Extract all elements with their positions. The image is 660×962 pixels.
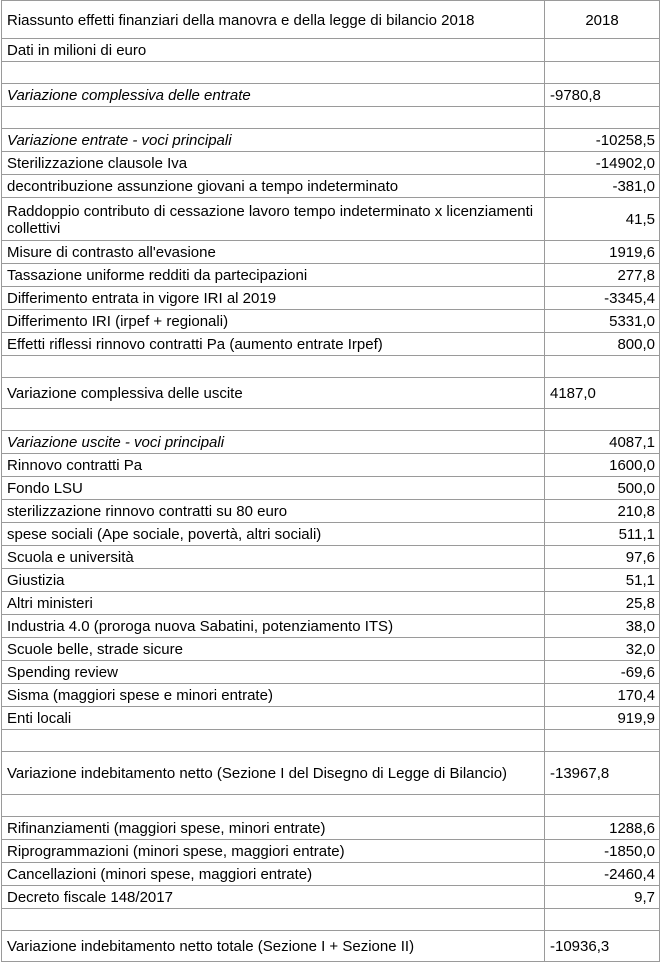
row-value: 210,8 [545, 500, 660, 523]
empty-row [2, 356, 660, 378]
row-value: 1600,0 [545, 454, 660, 477]
row-label: Sterilizzazione clausole Iva [2, 152, 545, 175]
row-label: Giustizia [2, 569, 545, 592]
row-label: Scuole belle, strade sicure [2, 638, 545, 661]
table-row [2, 431, 660, 454]
row-value: 32,0 [545, 638, 660, 661]
table-row [2, 546, 660, 569]
row-label [2, 730, 545, 752]
table-row [2, 500, 660, 523]
empty-row [2, 730, 660, 752]
row-label: Enti locali [2, 707, 545, 730]
table-title: Riassunto effetti finanziari della manovra e della legge di bilancio 2018 [2, 1, 545, 39]
row-label: Rifinanziamenti (maggiori spese, minori entrate) [2, 817, 545, 840]
row-label: Variazione uscite - voci principali [2, 431, 545, 454]
table-row [2, 752, 660, 795]
row-value: -14902,0 [545, 152, 660, 175]
row-label: Variazione indebitamento netto (Sezione I del Disegno di Legge di Bilancio) [2, 752, 545, 795]
table-row [2, 39, 660, 62]
table-row [2, 310, 660, 333]
row-label [2, 356, 545, 378]
table-row [2, 863, 660, 886]
row-value: -2460,4 [545, 863, 660, 886]
table-row [2, 523, 660, 546]
row-label: Dati in milioni di euro [2, 39, 545, 62]
row-value: -10258,5 [545, 129, 660, 152]
row-label: Rinnovo contratti Pa [2, 454, 545, 477]
row-label: Altri ministeri [2, 592, 545, 615]
row-value [545, 909, 660, 931]
table-row [2, 84, 660, 107]
row-label: Fondo LSU [2, 477, 545, 500]
row-label: Raddoppio contributo di cessazione lavoro tempo indeterminato x licenziamenti collettivi [2, 198, 545, 241]
row-label: Variazione complessiva delle entrate [2, 84, 545, 107]
row-label: sterilizzazione rinnovo contratti su 80 euro [2, 500, 545, 523]
table-row [2, 198, 660, 241]
row-label: Industria 4.0 (proroga nuova Sabatini, potenziamento ITS) [2, 615, 545, 638]
row-value: 277,8 [545, 264, 660, 287]
row-value [545, 39, 660, 62]
table-row [2, 333, 660, 356]
table-row [2, 840, 660, 863]
row-value: 5331,0 [545, 310, 660, 333]
table-row [2, 661, 660, 684]
row-label: Tassazione uniforme redditi da partecipazioni [2, 264, 545, 287]
row-label: Variazione indebitamento netto totale (Sezione I + Sezione II) [2, 931, 545, 962]
row-label: Sisma (maggiori spese e minori entrate) [2, 684, 545, 707]
empty-row [2, 909, 660, 931]
row-value: -3345,4 [545, 287, 660, 310]
row-value [545, 356, 660, 378]
table-row [2, 264, 660, 287]
table-row [2, 477, 660, 500]
row-value: 1288,6 [545, 817, 660, 840]
table-row [2, 931, 660, 962]
table-row [2, 886, 660, 909]
row-value: 4187,0 [545, 378, 660, 409]
row-label: spese sociali (Ape sociale, povertà, altri sociali) [2, 523, 545, 546]
table-row [2, 592, 660, 615]
table-header-row [2, 1, 660, 39]
row-value: 170,4 [545, 684, 660, 707]
row-value: 4087,1 [545, 431, 660, 454]
row-value: -1850,0 [545, 840, 660, 863]
row-value: 51,1 [545, 569, 660, 592]
empty-row [2, 107, 660, 129]
row-label [2, 62, 545, 84]
row-value: 500,0 [545, 477, 660, 500]
row-label: Variazione complessiva delle uscite [2, 378, 545, 409]
row-label: decontribuzione assunzione giovani a tempo indeterminato [2, 175, 545, 198]
row-value: -69,6 [545, 661, 660, 684]
row-label: Cancellazioni (minori spese, maggiori entrate) [2, 863, 545, 886]
table-row [2, 129, 660, 152]
empty-row [2, 62, 660, 84]
row-label [2, 409, 545, 431]
row-label: Spending review [2, 661, 545, 684]
row-value [545, 795, 660, 817]
row-value: 9,7 [545, 886, 660, 909]
row-value: 919,9 [545, 707, 660, 730]
row-value: 97,6 [545, 546, 660, 569]
row-label: Variazione entrate - voci principali [2, 129, 545, 152]
row-label: Differimento entrata in vigore IRI al 2019 [2, 287, 545, 310]
table-row [2, 241, 660, 264]
row-label: Misure di contrasto all'evasione [2, 241, 545, 264]
table-row [2, 638, 660, 661]
row-value [545, 62, 660, 84]
year-header: 2018 [545, 1, 660, 39]
row-label [2, 107, 545, 129]
row-value: -381,0 [545, 175, 660, 198]
row-label [2, 909, 545, 931]
row-value: 511,1 [545, 523, 660, 546]
row-label: Decreto fiscale 148/2017 [2, 886, 545, 909]
table-row [2, 175, 660, 198]
table-row [2, 684, 660, 707]
budget-summary-table [1, 0, 660, 962]
row-value: 38,0 [545, 615, 660, 638]
empty-row [2, 795, 660, 817]
empty-row [2, 409, 660, 431]
row-value: -9780,8 [545, 84, 660, 107]
row-value: 25,8 [545, 592, 660, 615]
row-label: Effetti riflessi rinnovo contratti Pa (aumento entrate Irpef) [2, 333, 545, 356]
row-label [2, 795, 545, 817]
row-value: -13967,8 [545, 752, 660, 795]
row-label: Differimento IRI (irpef + regionali) [2, 310, 545, 333]
row-value [545, 107, 660, 129]
row-value: 41,5 [545, 198, 660, 241]
row-label: Scuola e università [2, 546, 545, 569]
table-row [2, 707, 660, 730]
row-value: 800,0 [545, 333, 660, 356]
row-value: 1919,6 [545, 241, 660, 264]
table-row [2, 287, 660, 310]
table-row [2, 569, 660, 592]
table-row [2, 152, 660, 175]
table-row [2, 615, 660, 638]
table-row [2, 378, 660, 409]
row-label: Riprogrammazioni (minori spese, maggiori entrate) [2, 840, 545, 863]
row-value [545, 409, 660, 431]
table-row [2, 454, 660, 477]
table-row [2, 817, 660, 840]
row-value: -10936,3 [545, 931, 660, 962]
row-value [545, 730, 660, 752]
